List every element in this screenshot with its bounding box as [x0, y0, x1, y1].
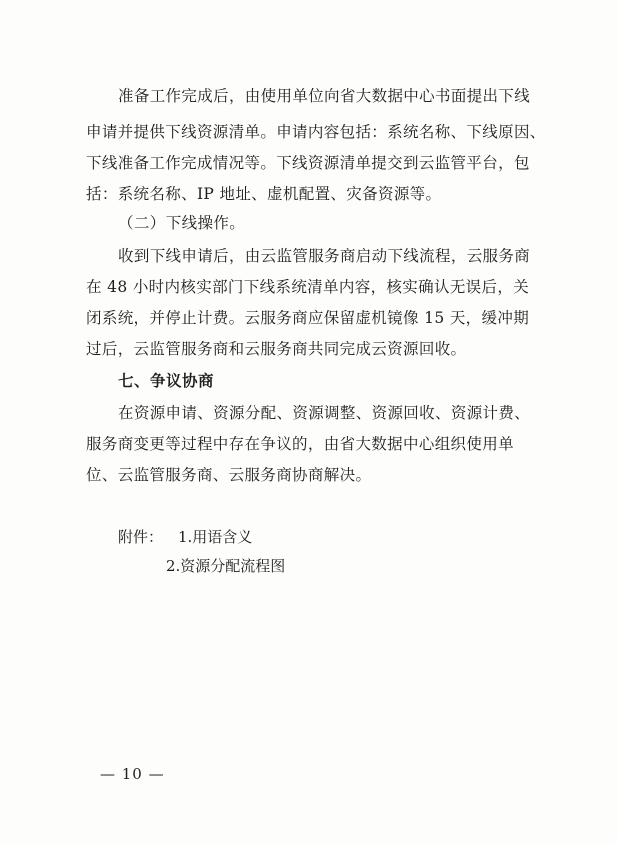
para3-line-2: 服务商变更等过程中存在争议的，由省大数据中心组织使用单 — [86, 435, 514, 453]
attachment-label: 附件： — [118, 528, 164, 546]
para1-line-1: 准备工作完成后，由使用单位向省大数据中心书面提出下线 — [118, 87, 531, 105]
sub-heading: （二）下线操作。 — [118, 214, 246, 232]
para3-line-1: 在资源申请、资源分配、资源调整、资源回收、资源计费、 — [118, 404, 531, 422]
para2-line-1: 收到下线申请后，由云监管服务商启动下线流程，云服务商 — [118, 247, 531, 265]
attachment-item-1: 1.用语含义 — [178, 528, 253, 546]
para1-line-3: 下线准备工作完成情况等。下线资源清单提交到云监管平台，包 — [86, 154, 530, 172]
page-number: — 10 — — [100, 765, 165, 783]
para2-line-2: 在 48 小时内核实部门下线系统清单内容，核实确认无误后，关 — [86, 278, 530, 296]
attachment-item-2: 2.资源分配流程图 — [166, 557, 286, 575]
para2-line-4: 过后，云监管服务商和云服务商共同完成云资源回收。 — [86, 340, 467, 358]
para1-line-4: 括：系统名称、IP 地址、虚机配置、灾备资源等。 — [86, 185, 442, 203]
para3-line-3: 位、云监管服务商、云服务商协商解决。 — [86, 466, 372, 484]
para2-line-3: 闭系统，并停止计费。云服务商应保留虚机镜像 15 天，缓冲期 — [86, 309, 530, 327]
section-heading: 七、争议协商 — [118, 372, 215, 390]
para1-line-2: 申请并提供下线资源清单。申请内容包括：系统名称、下线原因、 — [86, 123, 546, 141]
